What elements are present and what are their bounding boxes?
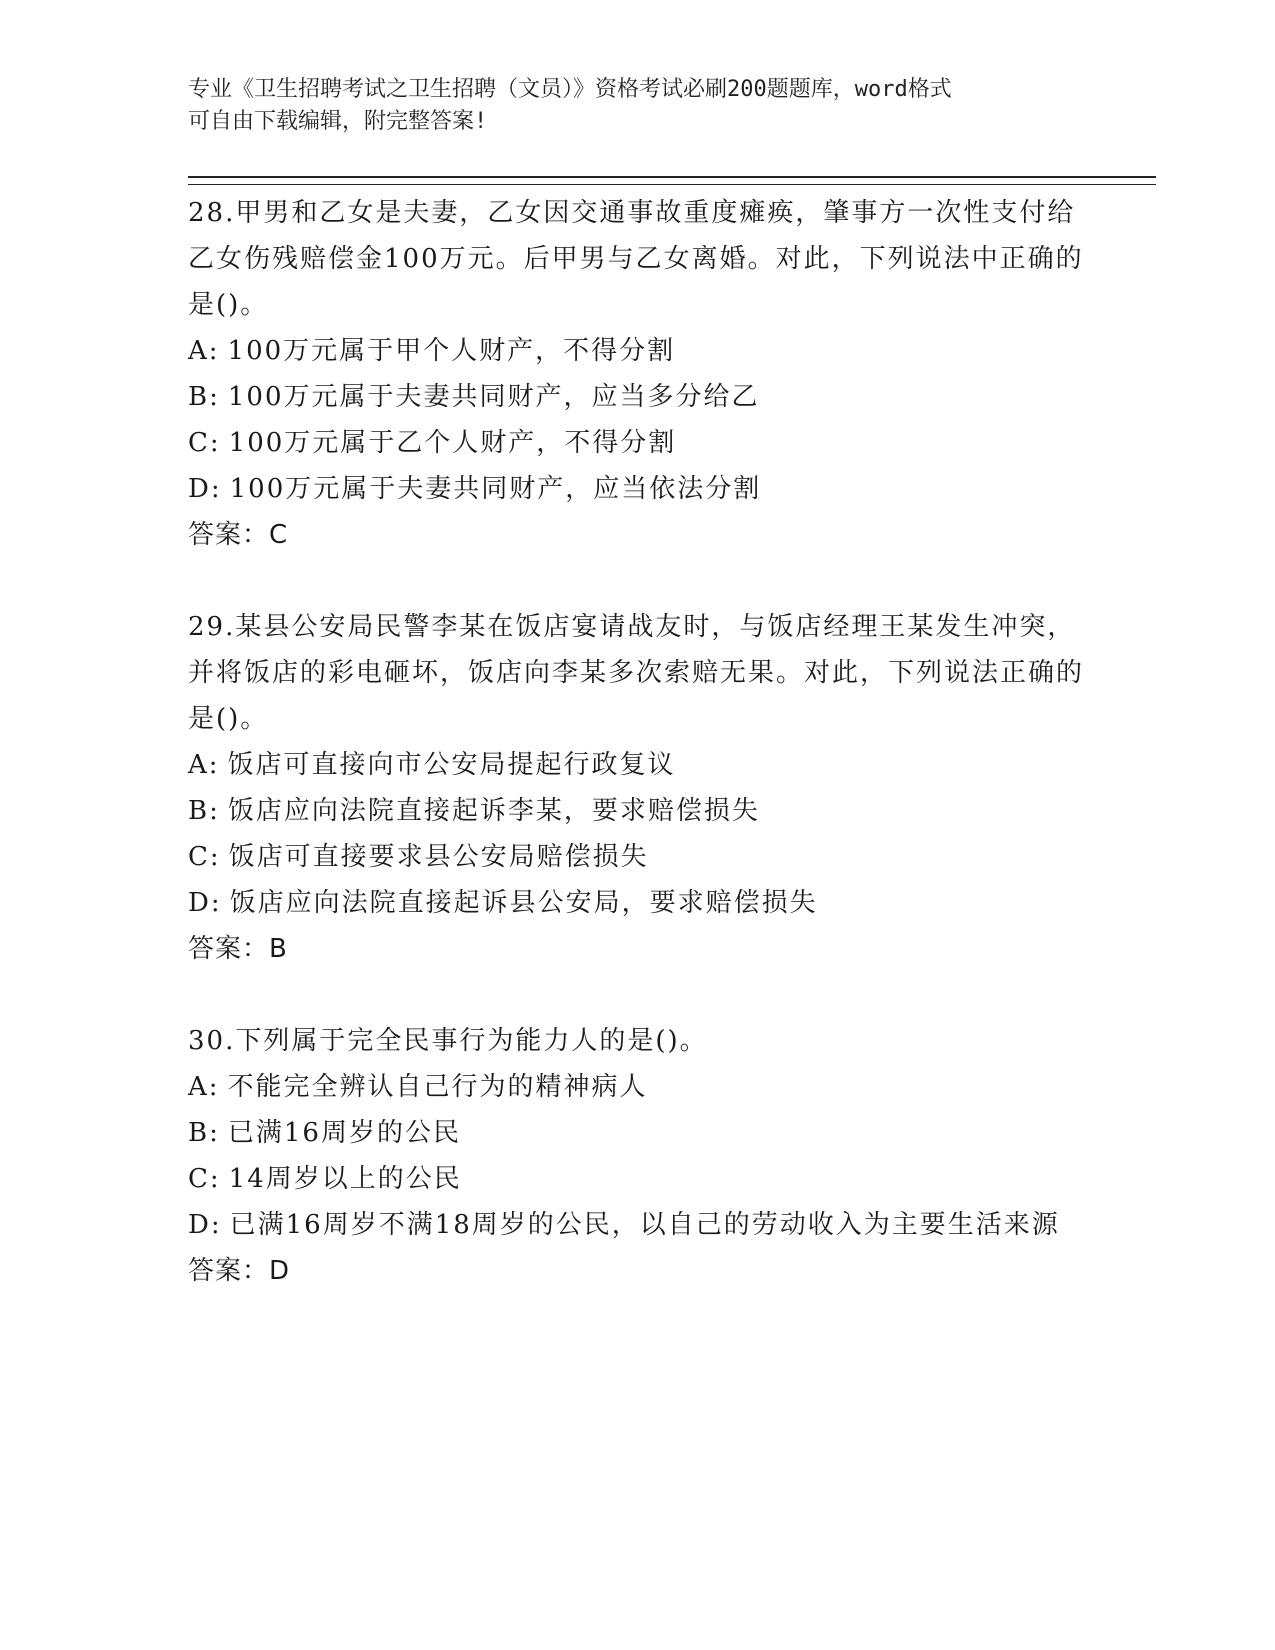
option-text: 已满16周岁不满18周岁的公民，以自己的劳动收入为主要生活来源 <box>229 1210 1060 1240</box>
question-29 <box>188 604 1088 972</box>
option-text: 饭店可直接向市公安局提起行政复议 <box>227 750 676 780</box>
question-list <box>188 190 1088 1340</box>
option-key: B: <box>188 1118 220 1148</box>
option-a <box>188 328 1088 374</box>
option-text: 14周岁以上的公民 <box>228 1164 462 1194</box>
option-key: B: <box>188 796 220 826</box>
option-key: A: <box>188 336 220 366</box>
option-b <box>188 374 1088 420</box>
option-key: A: <box>188 750 220 780</box>
question-30 <box>188 1018 1088 1294</box>
header-line-2: 可自由下载编辑，附完整答案! <box>188 109 488 134</box>
option-key: C: <box>188 428 221 458</box>
question-stem: 28.甲男和乙女是夫妻，乙女因交通事故重度瘫痪，肇事方一次性支付给乙女伤残赔偿金100万元。后甲男与乙女离婚。对此，下列说法中正确的是()。 <box>188 198 1084 320</box>
option-key: C: <box>188 1164 221 1194</box>
option-text: 饭店应向法院直接起诉县公安局，要求赔偿损失 <box>229 888 818 918</box>
option-a <box>188 1064 1088 1110</box>
option-d <box>188 880 1088 926</box>
option-text: 100万元属于夫妻共同财产，应当多分给乙 <box>227 382 760 412</box>
option-key: D: <box>188 1210 222 1240</box>
option-b <box>188 788 1088 834</box>
option-key: C: <box>188 842 221 872</box>
option-a <box>188 742 1088 788</box>
option-key: D: <box>188 888 222 918</box>
question-stem: 30.下列属于完全民事行为能力人的是()。 <box>188 1026 708 1056</box>
option-key: A: <box>188 1072 220 1102</box>
option-text: 饭店应向法院直接起诉李某，要求赔偿损失 <box>227 796 760 826</box>
answer: 答案：D <box>188 1256 291 1286</box>
option-text: 已满16周岁的公民 <box>227 1118 461 1148</box>
header-line-1: 专业《卫生招聘考试之卫生招聘（文员）》资格考试必刷200题题库，word格式 <box>188 77 952 102</box>
answer: 答案：C <box>188 520 289 550</box>
option-text: 不能完全辨认自己行为的精神病人 <box>227 1072 648 1102</box>
option-b <box>188 1110 1088 1156</box>
option-d <box>188 466 1088 512</box>
document-header <box>188 74 1088 138</box>
answer: 答案：B <box>188 934 288 964</box>
option-key: D: <box>188 474 222 504</box>
option-c <box>188 1156 1088 1202</box>
option-d <box>188 1202 1088 1248</box>
question-stem: 29.某县公安局民警李某在饭店宴请战友时，与饭店经理王某发生冲突，并将饭店的彩电砸坏，饭店向李某多次索赔无果。对此，下列说法正确的是()。 <box>188 612 1085 734</box>
question-28 <box>188 190 1088 558</box>
option-text: 100万元属于乙个人财产，不得分割 <box>228 428 677 458</box>
option-key: B: <box>188 382 220 412</box>
option-text: 饭店可直接要求县公安局赔偿损失 <box>228 842 649 872</box>
header-divider <box>188 176 1156 185</box>
option-c <box>188 420 1088 466</box>
option-text: 100万元属于甲个人财产，不得分割 <box>227 336 676 366</box>
option-text: 100万元属于夫妻共同财产，应当依法分割 <box>229 474 762 504</box>
option-c <box>188 834 1088 880</box>
